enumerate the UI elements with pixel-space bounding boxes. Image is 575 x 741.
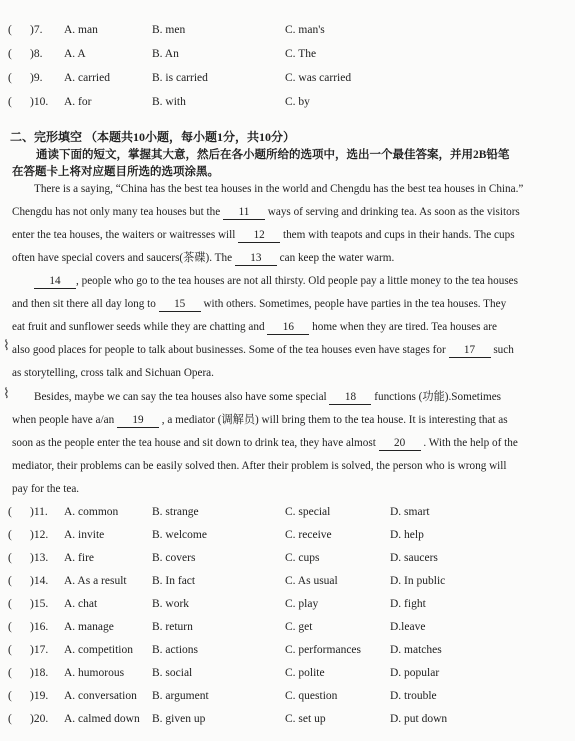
option-a: A. chat xyxy=(64,598,98,610)
question-row xyxy=(0,24,575,44)
passage-text: Besides, maybe we can say the tea houses also have some special xyxy=(34,391,327,403)
option-c: C. set up xyxy=(285,713,326,725)
option-b: B. actions xyxy=(152,644,198,656)
passage-text: with others. Sometimes, people have parties in the tea houses. They xyxy=(203,298,507,310)
passage-text: functions (功能).Sometimes xyxy=(374,391,502,403)
option-c: C. by xyxy=(285,96,310,108)
blank-12[interactable]: 12 xyxy=(238,228,280,243)
option-a: A. As a result xyxy=(64,575,127,587)
option-c: C. play xyxy=(285,598,319,610)
question-row xyxy=(0,644,575,664)
passage-text: can keep the water warm. xyxy=(279,252,395,264)
question-row xyxy=(0,667,575,687)
blank-14[interactable]: 14 xyxy=(34,274,76,289)
passage-line: as storytelling, cross talk and Sichuan Opera. xyxy=(12,367,214,379)
answer-bracket[interactable]: ( xyxy=(8,96,12,108)
answer-bracket[interactable]: ( xyxy=(8,48,12,60)
section-instruction: 通读下面的短文，掌握其大意，然后在各小题所给的选项中，选出一个最佳答案，并用2B铅笔 xyxy=(36,149,510,161)
option-d: D. smart xyxy=(390,506,430,518)
blank-19[interactable]: 19 xyxy=(117,413,159,428)
passage-text: soon as the people enter the tea house and sit down to drink tea, they have almost xyxy=(12,437,376,449)
question-row xyxy=(0,529,575,549)
answer-bracket[interactable]: ( xyxy=(8,552,12,564)
option-c: C. man's xyxy=(285,24,325,36)
option-a: A. common xyxy=(64,506,119,518)
question-number: )14. xyxy=(30,575,49,587)
blank-13[interactable]: 13 xyxy=(235,251,277,266)
answer-bracket[interactable]: ( xyxy=(8,506,12,518)
passage-line xyxy=(12,205,557,220)
option-d: D. In public xyxy=(390,575,446,587)
question-row xyxy=(0,552,575,572)
passage-text: and then sit there all day long to xyxy=(12,298,156,310)
passage-line xyxy=(12,297,557,312)
question-number: )15. xyxy=(30,598,49,610)
passage-text: when people have a/an xyxy=(12,414,115,426)
question-row xyxy=(0,506,575,526)
option-a: A. fire xyxy=(64,552,95,564)
question-row xyxy=(0,598,575,618)
passage-line: There is a saying, “China has the best tea houses in the world and Chengdu has the best tea houses in China.” xyxy=(34,183,524,195)
option-d: D. put down xyxy=(390,713,448,725)
answer-bracket[interactable]: ( xyxy=(8,690,12,702)
answer-bracket[interactable]: ( xyxy=(8,713,12,725)
question-row xyxy=(0,48,575,68)
option-a: A. calmed down xyxy=(64,713,140,725)
question-number: )20. xyxy=(30,713,49,725)
option-a: A. for xyxy=(64,96,92,108)
blank-16[interactable]: 16 xyxy=(267,320,309,335)
option-a: A. conversation xyxy=(64,690,137,702)
answer-bracket[interactable]: ( xyxy=(8,575,12,587)
option-c: C. cups xyxy=(285,552,320,564)
option-c: C. As usual xyxy=(285,575,338,587)
question-number: )19. xyxy=(30,690,49,702)
option-b: B. strange xyxy=(152,506,199,518)
passage-line xyxy=(12,320,557,335)
option-b: B. is carried xyxy=(152,72,208,84)
blank-18[interactable]: 18 xyxy=(329,390,371,405)
option-b: B. given up xyxy=(152,713,206,725)
passage-line xyxy=(12,251,557,266)
option-c: C. special xyxy=(285,506,331,518)
question-number: )16. xyxy=(30,621,49,633)
option-c: C. get xyxy=(285,621,313,633)
question-number: )11. xyxy=(30,506,48,518)
option-a: A. A xyxy=(64,48,86,60)
passage-line xyxy=(12,436,557,451)
blank-11[interactable]: 11 xyxy=(223,205,265,220)
option-a: A. competition xyxy=(64,644,133,656)
option-c: C. The xyxy=(285,48,317,60)
option-b: B. social xyxy=(152,667,193,679)
passage-text: ways of serving and drinking tea. As soon as the visitors xyxy=(267,206,520,218)
option-d: D. help xyxy=(390,529,424,541)
question-row xyxy=(0,72,575,92)
section-title: 二、完形填空 （本题共10小题，每小题1分，共10分） xyxy=(10,130,296,144)
option-a: A. man xyxy=(64,24,98,36)
passage-line xyxy=(34,390,557,405)
option-d: D. trouble xyxy=(390,690,437,702)
blank-20[interactable]: 20 xyxy=(379,436,421,451)
option-c: C. was carried xyxy=(285,72,352,84)
passage-text: Chengdu has not only many tea houses but the xyxy=(12,206,221,218)
option-c: C. performances xyxy=(285,644,361,656)
margin-mark: ⌇ xyxy=(3,387,10,402)
answer-bracket[interactable]: ( xyxy=(8,621,12,633)
passage-text: , people who go to the tea houses are not all thirsty. Old people pay a little money to the tea houses xyxy=(76,275,519,287)
passage-text: also good places for people to talk about businesses. Some of the tea houses even have stages for xyxy=(12,344,446,356)
question-row xyxy=(0,575,575,595)
question-number: )8. xyxy=(30,48,43,60)
question-number: )12. xyxy=(30,529,49,541)
blank-17[interactable]: 17 xyxy=(449,343,491,358)
passage-text: . With the help of the xyxy=(423,437,518,449)
passage-line xyxy=(12,413,557,428)
question-row xyxy=(0,621,575,641)
passage-text: them with teapots and cups in their hands. The cups xyxy=(282,229,515,241)
passage-line xyxy=(34,274,557,289)
passage-line: pay for the tea. xyxy=(12,483,80,495)
option-d: D. fight xyxy=(390,598,426,610)
option-b: B. work xyxy=(152,598,190,610)
option-d: D. popular xyxy=(390,667,440,679)
option-c: C. polite xyxy=(285,667,325,679)
passage-text: , a mediator (调解员) will bring them to the tea house. It is interesting that as xyxy=(161,414,508,426)
option-d: D. saucers xyxy=(390,552,438,564)
question-number: )17. xyxy=(30,644,49,656)
option-b: B. covers xyxy=(152,552,196,564)
option-b: B. argument xyxy=(152,690,209,702)
option-a: A. manage xyxy=(64,621,114,633)
question-number: )10. xyxy=(30,96,49,108)
option-a: A. humorous xyxy=(64,667,125,679)
option-a: A. invite xyxy=(64,529,105,541)
blank-15[interactable]: 15 xyxy=(159,297,201,312)
question-number: )13. xyxy=(30,552,49,564)
passage-text: home when they are tired. Tea houses are xyxy=(312,321,497,333)
option-b: B. return xyxy=(152,621,193,633)
section-instruction-cont: 在答题卡上将对应题目所选的选项涂黑。 xyxy=(12,166,219,178)
option-d: D. matches xyxy=(390,644,442,656)
question-number: )18. xyxy=(30,667,49,679)
option-b: B. men xyxy=(152,24,186,36)
option-b: B. In fact xyxy=(152,575,196,587)
answer-bracket[interactable]: ( xyxy=(8,72,12,84)
option-b: B. welcome xyxy=(152,529,207,541)
question-number: )9. xyxy=(30,72,43,84)
answer-bracket[interactable]: ( xyxy=(8,644,12,656)
passage-line xyxy=(12,343,557,358)
option-c: C. question xyxy=(285,690,338,702)
question-row xyxy=(0,713,575,733)
option-a: A. carried xyxy=(64,72,110,84)
option-d: D.leave xyxy=(390,621,426,633)
question-row xyxy=(0,690,575,710)
answer-bracket[interactable]: ( xyxy=(8,598,12,610)
option-b: B. with xyxy=(152,96,186,108)
passage-text: eat fruit and sunflower seeds while they are chatting and xyxy=(12,321,265,333)
question-row xyxy=(0,96,575,116)
answer-bracket[interactable]: ( xyxy=(8,529,12,541)
answer-bracket[interactable]: ( xyxy=(8,24,12,36)
passage-text: such xyxy=(493,344,514,356)
option-b: B. An xyxy=(152,48,179,60)
passage-text: often have special covers and saucers(茶碟). The xyxy=(12,252,233,264)
margin-mark: ⌇ xyxy=(3,339,10,354)
option-c: C. receive xyxy=(285,529,332,541)
passage-line xyxy=(12,228,557,243)
passage-line: mediator, their problems can be easily solved then. After their problem is solved, the person who is wrong will xyxy=(12,460,507,472)
passage-text: enter the tea houses, the waiters or waitresses will xyxy=(12,229,236,241)
answer-bracket[interactable]: ( xyxy=(8,667,12,679)
question-number: )7. xyxy=(30,24,43,36)
